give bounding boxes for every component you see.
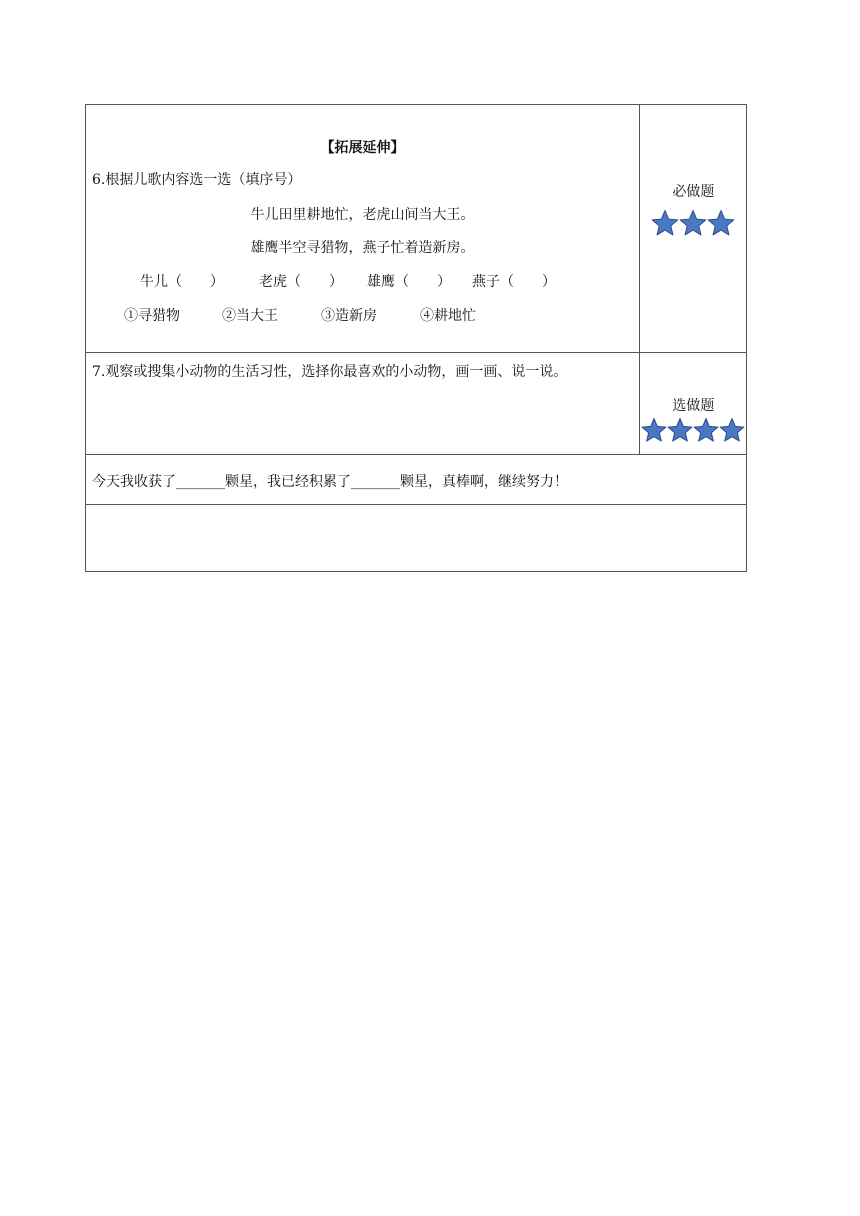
- summary-text: 今天我收获了_______颗星，我已经积累了_______颗星，真棒啊，继续努力！: [92, 474, 568, 490]
- star-icon: [667, 417, 693, 443]
- optional-label: 选做题: [672, 398, 715, 414]
- blank-yanzi[interactable]: 燕子（ ）: [472, 274, 556, 290]
- star-icon: [651, 209, 679, 237]
- blank-xiongying[interactable]: 雄鹰（ ）: [367, 274, 451, 290]
- summary-cell: [86, 455, 747, 505]
- q6-content-cell: [86, 105, 640, 353]
- option-1: ①寻猎物: [124, 308, 180, 324]
- blank-laohu[interactable]: 老虎（ ）: [259, 274, 343, 290]
- poem-line-2: 雄鹰半空寻猎物，燕子忙着造新房。: [250, 240, 475, 256]
- q6-prompt: 6.根据儿歌内容选一选（填序号）: [92, 172, 302, 188]
- poem-line-1: 牛儿田里耕地忙，老虎山间当大王。: [250, 207, 475, 223]
- star-icon: [679, 209, 707, 237]
- option-3: ③造新房: [321, 308, 377, 324]
- blank-niuer[interactable]: 牛儿（ ）: [140, 274, 224, 290]
- star-icon: [719, 417, 745, 443]
- q7-content-cell: [86, 353, 640, 455]
- q7-prompt: 7.观察或搜集小动物的生活习性，选择你最喜欢的小动物，画一画、说一说。: [92, 364, 568, 380]
- option-4: ④耕地忙: [420, 308, 476, 324]
- option-2: ②当大王: [222, 308, 278, 324]
- star-icon: [641, 417, 667, 443]
- blank-area-cell[interactable]: [86, 505, 747, 572]
- star-icon: [693, 417, 719, 443]
- worksheet: [85, 104, 747, 572]
- q7-level-cell: [639, 353, 746, 455]
- star-icon: [707, 209, 735, 237]
- exercise-table: [85, 104, 747, 572]
- q6-star-rating: [640, 209, 747, 237]
- q6-level-cell: [639, 105, 746, 353]
- section-title: 【拓展延伸】: [320, 140, 405, 156]
- required-label: 必做题: [672, 184, 715, 200]
- q7-star-rating: [640, 417, 747, 443]
